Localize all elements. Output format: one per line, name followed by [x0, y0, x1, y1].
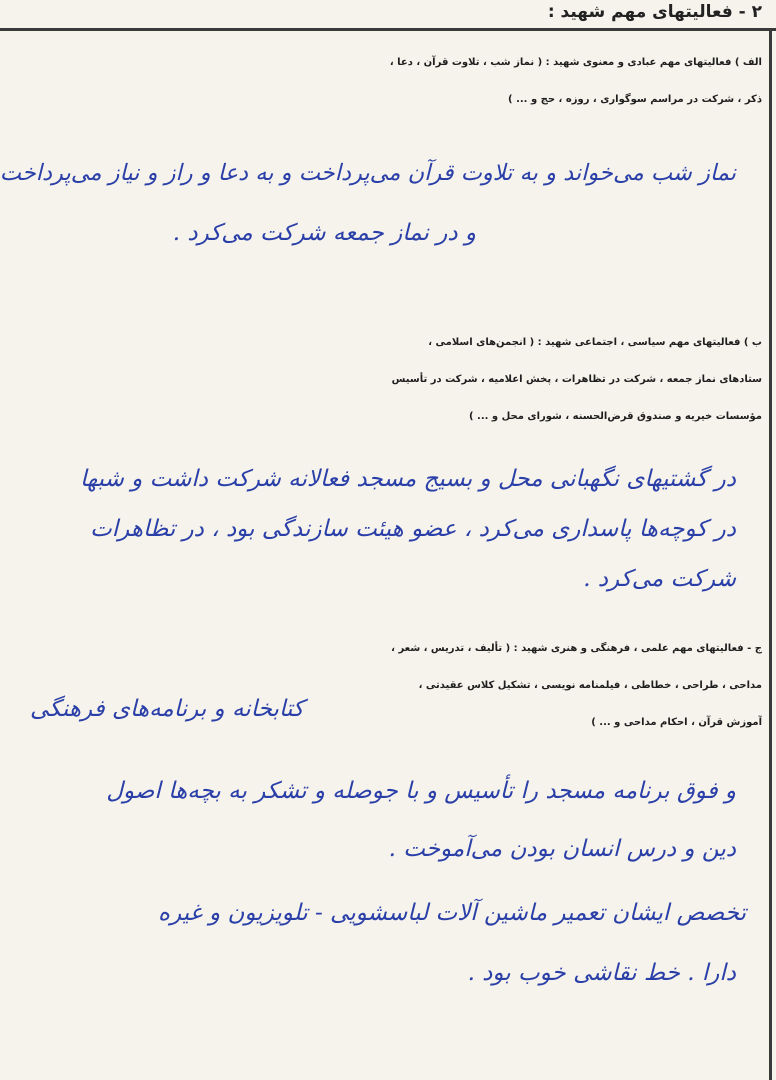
section-c-answer-line-5: دارا . خط نقاشی خوب بود .: [467, 960, 736, 986]
top-rule: [0, 28, 776, 31]
section-c-answer-line-4: تخصص ایشان تعمیر ماشین آلات لباسشویی - تلویزیون و غیره: [158, 900, 746, 926]
section-b-answer-line-1: در گشتیهای نگهبانی محل و بسیج مسجد فعالانه شرکت داشت و شبها: [80, 466, 736, 492]
section-c-answer-line-1: کتابخانه و برنامه‌های فرهنگی: [30, 696, 304, 722]
right-rule: [769, 30, 772, 1080]
section-b-line-2: ستادهای نماز جمعه ، شرکت در تظاهرات ، پخش اعلامیه ، شرکت در تأسیس: [391, 374, 762, 385]
section-b-line-3: مؤسسات خیریه و صندوق قرض‌الحسنه ، شورای محل و ... ): [468, 411, 762, 422]
section-b-answer-line-2: در کوچه‌ها پاسداری می‌کرد ، عضو هیئت سازندگی بود ، در تظاهرات: [90, 516, 736, 542]
section-c-line-3: آموزش قرآن ، احکام مداحی و ... ): [591, 717, 762, 728]
section-c-answer-line-2: و فوق برنامه مسجد را تأسیس و با جوصله و تشکر به بچه‌ها اصول: [106, 778, 736, 804]
section-c-answer-line-3: دین و درس انسان بودن می‌آموخت .: [388, 836, 736, 862]
section-b-answer-line-3: شرکت می‌کرد .: [583, 566, 736, 592]
section-b-line-1: ب ) فعالیتهای مهم سیاسی ، اجتماعی شهید : ( انجمن‌های اسلامی ،: [428, 337, 762, 348]
section-c-question: [17, 630, 762, 741]
section-a-answer-line-1: نماز شب می‌خواند و به تلاوت قرآن می‌پرداخت و به دعا و راز و نیاز می‌پرداخت: [0, 160, 736, 186]
section-a-answer-line-2: و در نماز جمعه شرکت می‌کرد .: [172, 220, 476, 246]
section-c-line-1: ج - فعالیتهای مهم علمی ، فرهنگی و هنری شهید : ( تألیف ، تدریس ، شعر ،: [391, 643, 762, 654]
section-heading: ۲ - فعالیتهای مهم شهید :: [547, 2, 762, 22]
section-a-line-2: ذکر ، شرکت در مراسم سوگواری ، روزه ، حج و ... ): [508, 94, 762, 105]
section-a-question: [17, 44, 762, 118]
section-b-question: [17, 324, 762, 435]
section-c-line-2: مداحی ، طراحی ، خطاطی ، فیلمنامه نویسی ، تشکیل کلاس عقیدتی ،: [418, 680, 762, 691]
section-a-line-1: الف ) فعالیتهای مهم عبادی و معنوی شهید : ( نماز شب ، تلاوت قرآن ، دعا ،: [389, 57, 762, 68]
